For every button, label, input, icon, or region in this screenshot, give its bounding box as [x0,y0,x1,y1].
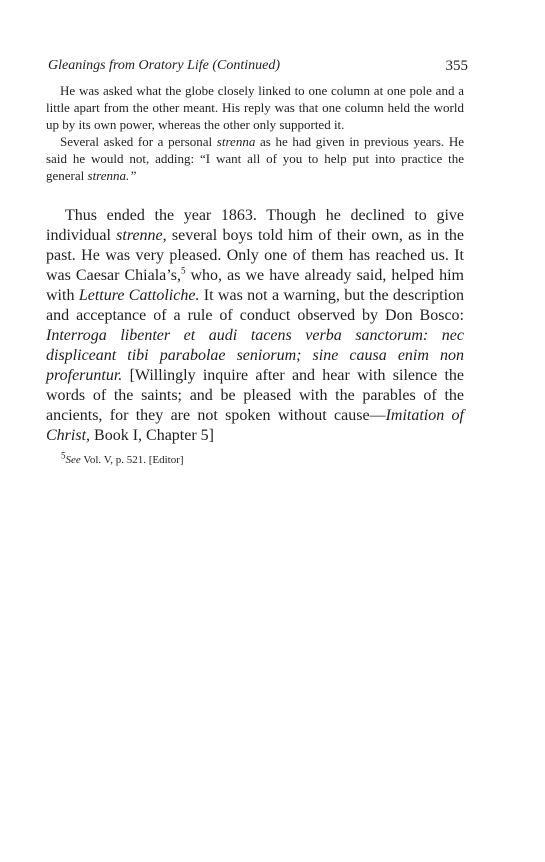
footnote-text: Vol. V, p. 521. [Editor] [80,454,184,466]
text-run: Several asked for a personal [60,134,217,149]
italic-title: Letture Cattoliche. [78,287,200,304]
running-title: Gleanings from Oratory Life (Continued) [48,58,281,73]
text-run: He was asked what the globe closely linked to one column at one pole and a little apart from the other meant. His reply was that one column held the world up by its own power, whereas the other only supported it. [46,83,464,132]
text-run: who, as we have already said, helped him with [46,267,464,304]
page-number: 355 [445,58,468,74]
footnote-reference: 5 [180,265,186,276]
italic-term: strenna [216,134,256,149]
text-run: [Willingly inquire after and hear with silence the words of the saints; and be pleased with the parables of the ancients, for they are not spoken without cause— [46,367,464,424]
paragraph [46,82,464,133]
text-run: as he had given in previous years. He said he would not, adding: “I want all of you to help put into practice the general [46,134,464,183]
italic-title: Imitation of Christ, [46,407,465,444]
footnote-mark: 5 [61,450,66,461]
latin-quote: Interroga libenter et audi tacens verba sanctorum: nec displiceant tibi parabolae seniorum; sine causa enim non proferuntur. [46,327,464,384]
text-run: It was not a warning, but the description and acceptance of a rule of conduct observed by Don Bosco: [46,287,465,324]
book-page [46,56,468,468]
paragraph [46,206,464,446]
paragraph [46,133,464,184]
italic-term: strenna.” [87,168,137,183]
text-run: Book I, Chapter 5] [90,427,214,444]
small-print-section [46,82,464,184]
page-header [46,56,468,76]
footnote-see: See [65,454,81,466]
text-run: several boys told him of their own, as in the past. He was very pleased. Only one of them has reached us. It was Caesar Chiala’s, [46,227,464,284]
main-text [46,206,464,446]
italic-term: strenne, [116,227,167,244]
footnote [46,452,464,468]
text-run: Thus ended the year 1863. Though he declined to give individual [46,207,464,244]
